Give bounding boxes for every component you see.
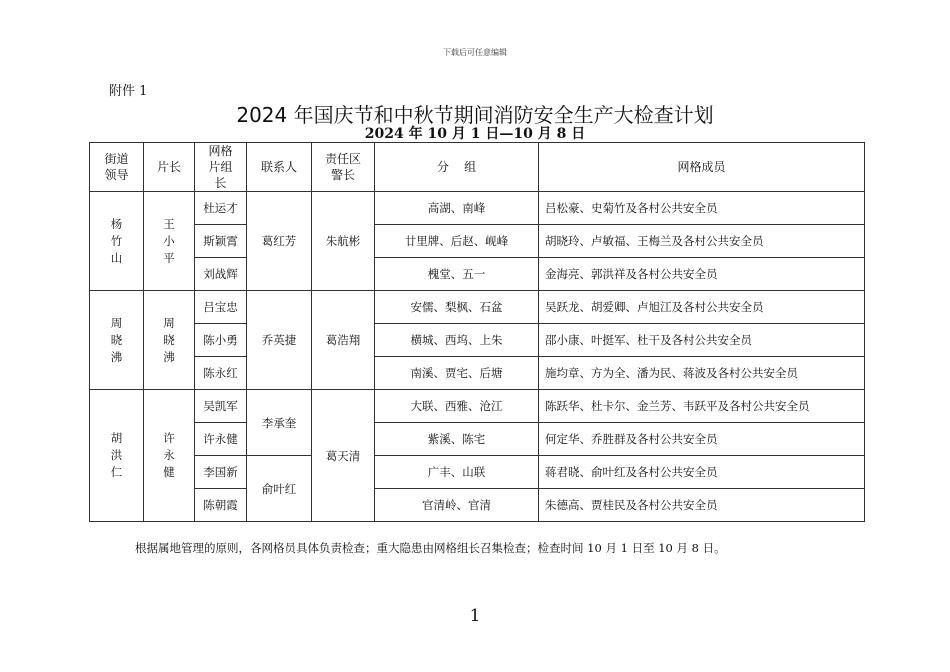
header-police: 责任区警长 xyxy=(312,143,375,192)
grid-leader-cell: 陈永红 xyxy=(195,357,247,390)
contact-cell: 俞叶红 xyxy=(247,456,312,522)
members-cell: 蒋君晓、俞叶红及各村公共安全员 xyxy=(539,456,865,489)
police-cell: 朱航彬 xyxy=(312,192,375,291)
header-street-leader: 街道领导 xyxy=(90,143,144,192)
members-cell: 朱德高、贾桂民及各村公共安全员 xyxy=(539,489,865,522)
grid-leader-cell: 吕宝忠 xyxy=(195,291,247,324)
street-leader-cell: 杨竹山 xyxy=(90,192,144,291)
grid-leader-cell: 许永健 xyxy=(195,423,247,456)
table-row xyxy=(90,291,865,324)
table-row xyxy=(90,192,865,225)
street-leader-cell: 周晓沸 xyxy=(90,291,144,390)
members-cell: 邵小康、叶挺军、杜干及各村公共安全员 xyxy=(539,324,865,357)
table-row xyxy=(90,225,865,258)
street-leader-cell: 胡洪仁 xyxy=(90,390,144,522)
area-chief-cell: 许永健 xyxy=(144,390,195,522)
members-cell: 何定华、乔胜群及各村公共安全员 xyxy=(539,423,865,456)
grid-leader-cell: 吴凯军 xyxy=(195,390,247,423)
top-note: 下载后可任意编辑 xyxy=(443,48,507,57)
group-cell: 横城、西坞、上朱 xyxy=(375,324,539,357)
police-cell: 葛浩翔 xyxy=(312,291,375,390)
group-cell: 大联、西雅、沧江 xyxy=(375,390,539,423)
group-cell: 紫溪、陈宅 xyxy=(375,423,539,456)
table-row xyxy=(90,423,865,456)
page-number: 1 xyxy=(469,606,481,626)
table-row xyxy=(90,456,865,489)
header-area-chief: 片长 xyxy=(144,143,195,192)
grid-leader-cell: 刘战辉 xyxy=(195,258,247,291)
group-cell: 广丰、山联 xyxy=(375,456,539,489)
grid-leader-cell: 陈小勇 xyxy=(195,324,247,357)
table-row xyxy=(90,324,865,357)
police-cell: 葛天清 xyxy=(312,390,375,522)
members-cell: 吕松豪、史菊竹及各村公共安全员 xyxy=(539,192,865,225)
table-row xyxy=(90,258,865,291)
document-title: 2024 年国庆节和中秋节期间消防安全生产大检查计划 xyxy=(236,103,714,127)
grid-leader-cell: 陈朝霞 xyxy=(195,489,247,522)
area-chief-cell: 王小平 xyxy=(144,192,195,291)
grid-leader-cell: 斯颖霄 xyxy=(195,225,247,258)
members-cell: 胡晓玲、卢敏福、王梅兰及各村公共安全员 xyxy=(539,225,865,258)
attachment-label: 附件 1 xyxy=(109,84,148,99)
group-cell: 安儒、梨枫、石盆 xyxy=(375,291,539,324)
header-contact: 联系人 xyxy=(247,143,312,192)
footnote: 根据属地管理的原则，各网格员具体负责检查；重大隐患由网格组长召集检查；检查时间 10 月 1 日至 10 月 8 日。 xyxy=(135,541,726,555)
contact-cell: 李承奎 xyxy=(247,390,312,456)
table-header-row xyxy=(90,143,865,192)
group-cell: 槐堂、五一 xyxy=(375,258,539,291)
members-cell: 陈跃华、杜卡尔、金兰芳、韦跃平及各村公共安全员 xyxy=(539,390,865,423)
group-cell: 官清岭、官清 xyxy=(375,489,539,522)
table-row xyxy=(90,489,865,522)
grid-leader-cell: 李国新 xyxy=(195,456,247,489)
contact-cell: 乔英捷 xyxy=(247,291,312,390)
table-row xyxy=(90,390,865,423)
grid-leader-cell: 杜运才 xyxy=(195,192,247,225)
members-cell: 金海亮、郭洪祥及各村公共安全员 xyxy=(539,258,865,291)
group-cell: 廿里牌、后赵、岘峰 xyxy=(375,225,539,258)
table-row xyxy=(90,357,865,390)
contact-cell: 葛红芳 xyxy=(247,192,312,291)
inspection-plan-table xyxy=(89,142,865,522)
header-group: 分 组 xyxy=(375,143,539,192)
header-members: 网格成员 xyxy=(539,143,865,192)
document-subtitle: 2024 年 10 月 1 日—10 月 8 日 xyxy=(364,126,586,142)
group-cell: 南溪、贾宅、后塘 xyxy=(375,357,539,390)
header-grid-leader: 网格片组 长 xyxy=(195,143,247,192)
members-cell: 吴跃龙、胡爱卿、卢旭江及各村公共安全员 xyxy=(539,291,865,324)
members-cell: 施均章、方为全、潘为民、蒋波及各村公共安全员 xyxy=(539,357,865,390)
group-cell: 高湖、南峰 xyxy=(375,192,539,225)
area-chief-cell: 周晓沸 xyxy=(144,291,195,390)
